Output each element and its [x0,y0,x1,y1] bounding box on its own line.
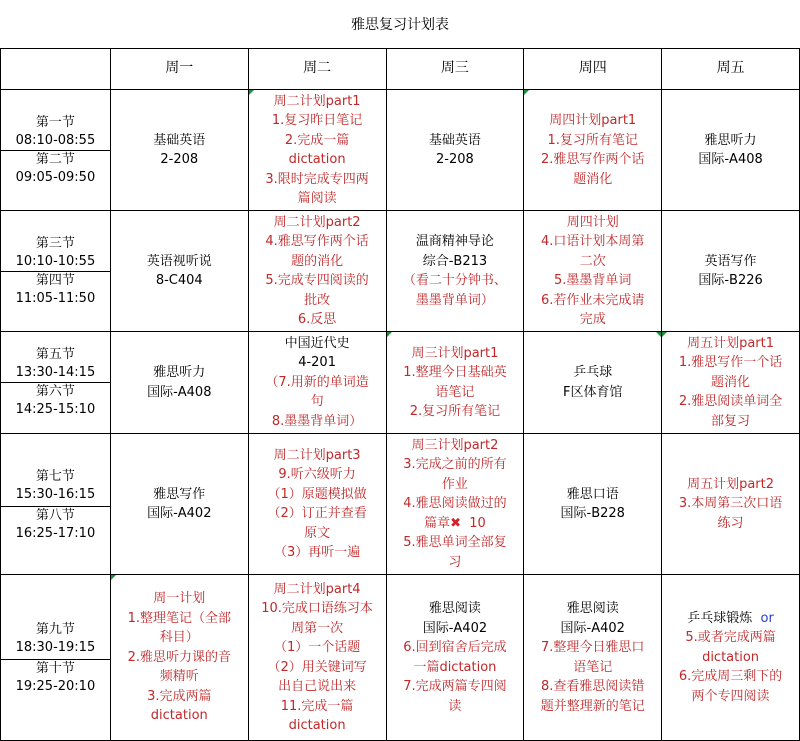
plan-line: 1.复习昨日笔记 [271,113,363,128]
plan-line: 周二计划part1 [273,93,361,109]
plan-line: 5.墨墨背单词 [554,273,632,288]
plan-line: 周四计划part1 [549,113,637,128]
plan-line: 周二计划part4 [273,581,361,597]
course-name: 雅思听力 [704,132,757,148]
plan-line: 习 [448,554,462,570]
period-time: 19:25-20:10 [15,679,96,694]
cell-fri-r4 [662,575,800,741]
plan-line: 6.完成周三剩下的 [678,669,783,685]
course-room: 2-208 [160,152,199,167]
period-name: 第一节 [35,114,75,130]
course-room: 国际-A402 [147,506,212,521]
plan-line: 周五计划part2 [687,476,775,492]
slot-cell [1,575,111,741]
course-name: 基础英语 [428,132,481,148]
comment-marker [656,332,661,337]
schedule-table [0,48,800,741]
period-time: 15:30-16:15 [15,486,96,502]
plan-line: 科目） [159,630,199,646]
plan-line: 1.整理笔记（全部 [127,610,231,626]
comment-marker [111,575,116,580]
plan-line: 批改 [304,292,331,308]
plan-line: 语笔记 [435,384,475,400]
cell-mon-r0 [110,90,248,211]
plan-line: （7.用新的单词造 [265,374,369,390]
cell-fri-r3 [662,434,800,575]
period-time: 08:10-08:55 [15,132,96,148]
plan-line: 5.或者完成两篇 [685,630,776,646]
course-room: 国际-A402 [560,620,625,636]
cell-thu-r0 [524,90,662,211]
plan-line: 题消化 [711,374,751,390]
plan-text: 篇章 [424,515,451,531]
plan-line: 句 [310,394,324,410]
plan-line: 8.查看雅思阅读错 [541,679,645,694]
plan-line: 题的消化 [291,253,344,269]
plan-line: 1.整理今日基础英 [403,365,507,380]
plan-line: 频精听 [159,669,199,685]
plan-line: 周三计划part1 [411,345,499,361]
plan-line: 2.雅思阅读单词全 [678,394,783,410]
plan-line: 周二计划part3 [273,447,361,463]
plan-line: 读 [448,698,462,714]
period-name: 第二节 [35,151,75,167]
day-header-fri: 周五 [662,49,800,90]
plan-line: 墨墨背单词） [415,292,494,308]
plan-line: 2.完成一篇 [284,132,350,148]
plan-line: 5.完成专四阅读的 [265,273,369,288]
period-name: 第七节 [35,468,75,484]
period-time: 10:10-10:55 [15,253,96,269]
period-name: 第五节 [35,347,75,362]
period-time: 14:25-15:10 [15,402,96,417]
period-name: 第四节 [35,272,75,288]
plan-line [662,609,799,629]
plan-line: 7.完成两篇专四阅 [403,679,507,694]
plan-line: 3.完成两篇 [147,688,212,704]
comment-marker [524,90,529,95]
cell-thu-r3 [524,434,662,575]
plan-line: 语笔记 [573,659,613,675]
course-name: 雅思听力 [153,365,206,380]
cell-tue-r4 [248,575,386,741]
course-name: 英语写作 [704,253,757,269]
plan-line: 4.雅思阅读做过的 [403,496,507,512]
cell-tue-r2 [248,332,386,434]
course-room: 国际-A408 [147,384,212,400]
cell-wed-r2 [386,332,524,434]
period-time: 16:25-17:10 [15,525,96,541]
course-room: 2-208 [436,152,474,167]
slot-cell [1,211,111,332]
plan-line: 5.雅思单词全部复 [403,535,507,551]
plan-line: dictation [288,152,346,167]
course-room: 综合-B213 [422,253,488,269]
plan-line: 完成 [579,312,606,327]
comment-marker [662,332,667,337]
plan-line: 3.本周第三次口语 [678,496,783,512]
cell-wed-r0 [386,90,524,211]
or-label: or [760,610,774,626]
day-header-thu: 周四 [524,49,662,90]
plan-line: 1.复习所有笔记 [547,132,638,148]
day-header-mon: 周一 [110,49,248,90]
plan-line: 题并整理新的笔记 [540,698,645,714]
plan-line: 6.回到宿舍后完成 [403,640,507,655]
cell-tue-r1 [248,211,386,332]
period-time: 11:05-11:50 [15,290,96,306]
plan-line: （看二十分钟书、 [402,273,507,288]
plan-line: 10.完成口语练习本 [261,601,373,616]
period-name: 第三节 [35,235,75,251]
cell-fri-r2 [662,332,800,434]
course-room: 8-C404 [155,273,203,288]
course-room: 国际-A408 [698,152,763,167]
cell-fri-r0 [662,90,800,211]
course-name: 雅思写作 [153,486,206,502]
cell-wed-r1 [386,211,524,332]
plan-line: 部复习 [711,413,751,429]
plan-line: 6.反思 [297,312,337,327]
cell-mon-r3 [110,434,248,575]
cell-tue-r3 [248,434,386,575]
course-room: 国际-A402 [422,620,488,636]
plan-line: dictation [150,708,208,724]
period-name: 第九节 [35,622,75,637]
corner-cell [1,49,111,90]
plan-line: 两个专四阅读 [691,688,770,704]
plan-line [387,514,524,534]
plan-line: 篇阅读 [297,191,337,206]
cell-mon-r2 [110,332,248,434]
period-time: 09:05-09:50 [15,169,96,185]
plan-line: （2）用关键词写 [267,659,367,675]
plan-line: 2.雅思写作两个话 [541,152,645,167]
cell-thu-r1 [524,211,662,332]
course-name: 温商精神导论 [415,234,494,249]
plan-line: 3.限时完成专四两 [265,171,369,187]
plan-line: （1）一个话题 [273,640,361,655]
course-name: 英语视听说 [146,253,212,269]
cell-thu-r4 [524,575,662,741]
course-room: 国际-B228 [560,506,625,521]
plan-line: 周四计划 [566,214,619,230]
course-room: 国际-B226 [698,273,763,288]
day-header-tue: 周二 [248,49,386,90]
plan-line: 11.完成一篇 [280,698,354,714]
plan-line: （3）再听一遍 [273,545,361,560]
plan-line: 9.听六级听力 [278,467,356,482]
plan-line: 4.雅思写作两个话 [265,234,369,249]
cell-tue-r0 [248,90,386,211]
cell-thu-r2 [524,332,662,434]
course-name: 中国近代史 [284,335,350,351]
plan-line: 作业 [441,476,468,492]
period-name: 第十节 [35,661,75,676]
plan-line: 周三计划part2 [411,437,499,453]
plan-line: 题消化 [573,171,613,187]
plan-line: 周五计划part1 [687,335,775,351]
plan-line: 1.雅思写作一个话 [678,355,783,371]
plan-line: （2）订正并查看 [267,506,367,521]
comment-marker [387,332,392,337]
cell-wed-r4 [386,575,524,741]
plan-line: 原文 [304,525,331,541]
plan-line: dictation [288,718,346,733]
plan-line: 7.整理今日雅思口 [541,640,645,655]
slot-cell [1,332,111,434]
plan-line: 周二计划part2 [273,214,361,230]
slot-cell [1,90,111,211]
plan-line: 周第一次 [291,620,344,636]
plan-line: 一篇dictation [413,659,497,675]
plan-line: 出自己说出来 [278,679,357,694]
course-name: 雅思口语 [566,486,619,502]
cell-mon-r1 [110,211,248,332]
period-name: 第八节 [35,507,75,523]
course-room: F区体育馆 [562,384,623,400]
plan-line: dictation [702,649,760,665]
plan-line: 周一计划 [153,591,206,607]
plan-line: 3.完成之前的所有 [403,457,507,473]
plan-line: 2.复习所有笔记 [409,404,501,419]
plan-line: 二次 [579,253,606,269]
plan-line: 6.若作业未完成请 [541,292,645,308]
course-name: 乒乓球 [573,365,613,380]
cell-mon-r4 [110,575,248,741]
plan-line: 4.口语计划本周第 [541,234,645,249]
cell-fri-r1 [662,211,800,332]
cross-mark-icon: ✖ [450,515,461,531]
plan-text: 10 [469,515,486,531]
sheet-title: 雅思复习计划表 [0,0,800,49]
comment-marker [249,90,254,95]
course-room: 4-201 [298,355,336,371]
plan-line: （1）原题模拟做 [267,486,367,502]
cell-wed-r3 [386,434,524,575]
course-name: 雅思阅读 [566,601,619,616]
course-name: 基础英语 [153,132,206,148]
slot-cell [1,434,111,575]
course-name: 雅思阅读 [428,601,481,616]
plan-line: 练习 [717,515,744,531]
plan-line: 8.墨墨背单词） [271,413,363,429]
period-name: 第六节 [35,384,75,399]
period-time: 18:30-19:15 [15,640,96,655]
course-name: 乒乓球锻炼 [687,610,753,626]
day-header-wed: 周三 [386,49,524,90]
plan-line: 2.雅思听力课的音 [127,649,231,665]
period-time: 13:30-14:15 [15,365,96,380]
